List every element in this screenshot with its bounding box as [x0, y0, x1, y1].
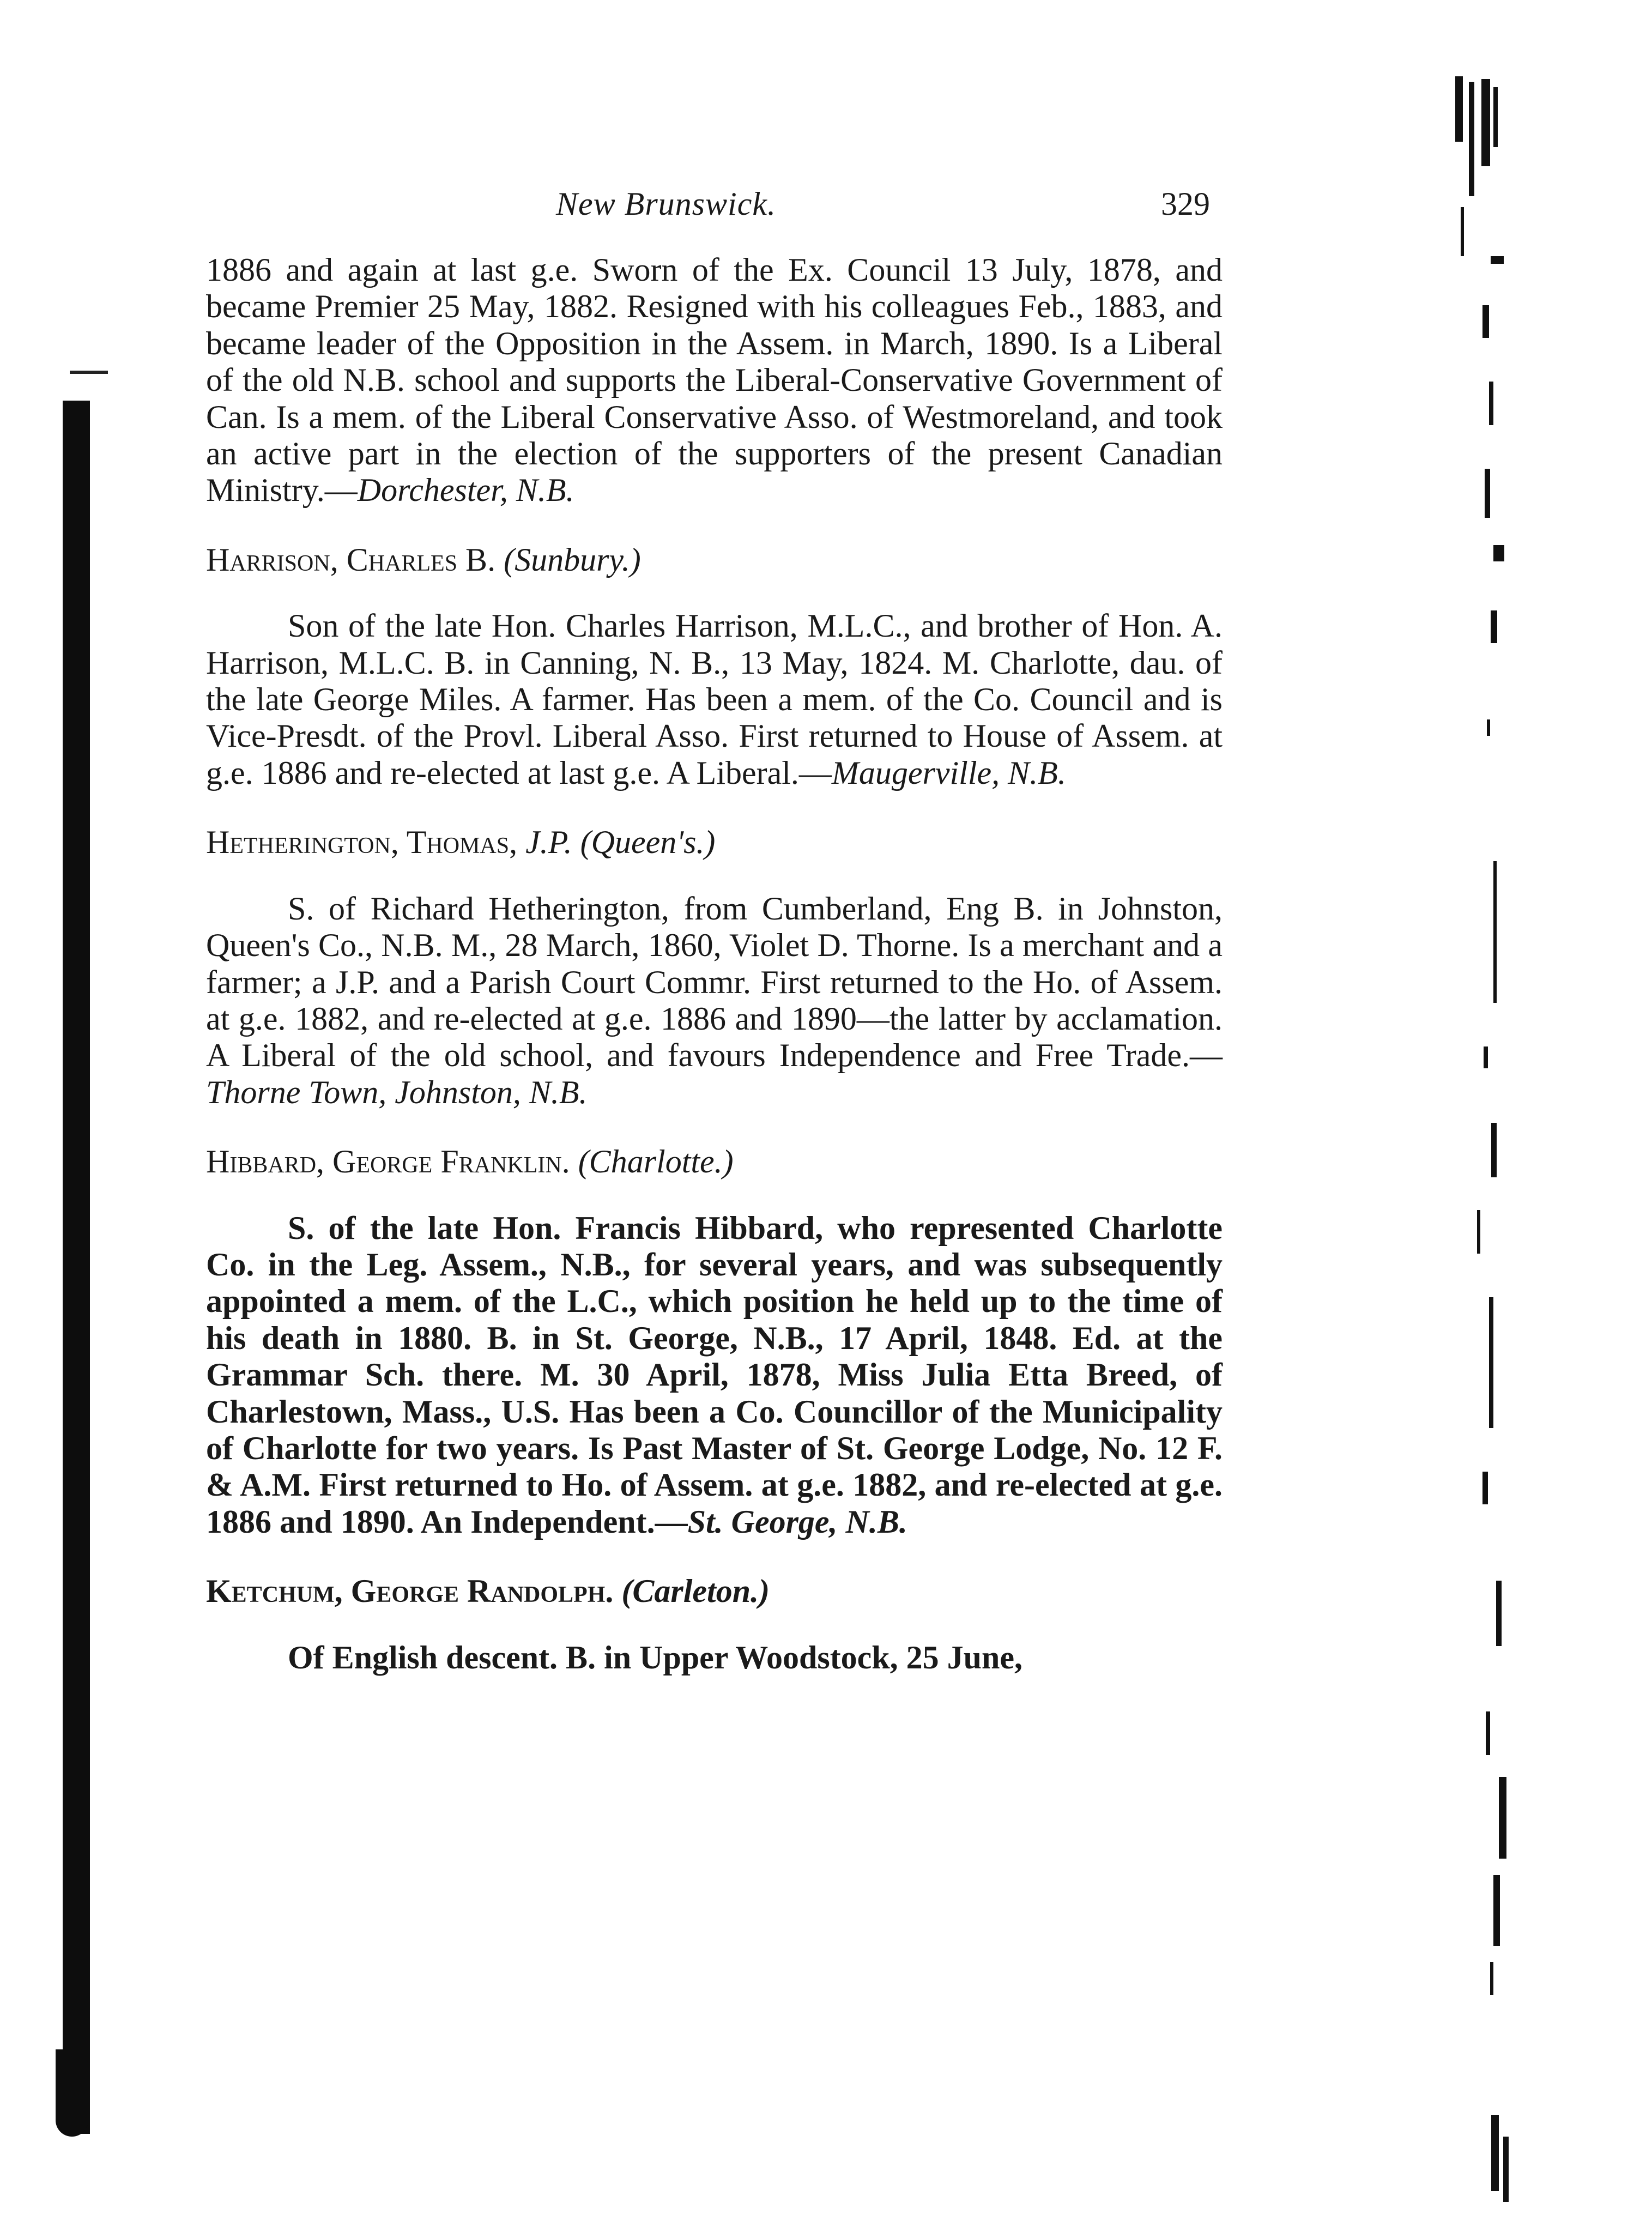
page-number: 329 — [1161, 186, 1210, 222]
entry-text — [206, 891, 1223, 1111]
entry-text — [206, 1210, 1223, 1541]
scan-binding-shadow-tip — [56, 2049, 88, 2137]
entry-text — [206, 1640, 1223, 1676]
running-head: New Brunswick. — [556, 186, 776, 222]
scan-mark — [70, 371, 108, 374]
entry-body: S. of Richard Hetherington, from Cumberland, Eng B. in Johnston, Queen's Co., N.B. M., 28 March, 1860, Violet D. Thorne. Is a merchant and a farmer; a J.P. and a Parish Court Commr. First returned to the Ho. of Assem. at g.e. 1882, and re-elected at g.e. 1886 and 1890—the latter by acclamation. A Liberal of the old school, and favours Independence and Free Trade.— — [206, 890, 1223, 1074]
entry-text — [206, 608, 1223, 791]
entry-body: Of English descent. B. in Upper Woodstock, 25 June, — [288, 1639, 1023, 1675]
entry-heading — [206, 824, 1223, 861]
entry-address: St. George, N.B. — [687, 1503, 907, 1540]
entry-heading — [206, 1573, 1223, 1610]
entry-body: S. of the late Hon. Francis Hibbard, who represented Charlotte Co. in the Leg. Assem., N.B., for several years, and was subsequently appointed a mem. of the L.C., which position he held up to the time of his death in 1880. B. in St. George, N.B., 17 April, 1848. Ed. at the Grammar Sch. there. M. 30 April, 1878, Miss Julia Etta Breed, of Charlestown, Mass., U.S. Has been a Co. Councillor of the Municipality of Charlotte for two years. Is Past Master of St. George Lodge, No. 12 F. & A.M. First returned to Ho. of Assem. at g.e. 1882, and re-elected at g.e. 1886 and 1890. An Independent.— — [206, 1209, 1223, 1540]
entry-continuation — [206, 252, 1223, 509]
constituency: (Sunbury.) — [504, 541, 641, 578]
member-title: J.P. — [525, 824, 572, 861]
member-name: Hetherington, Thomas, — [206, 824, 518, 861]
constituency: (Queen's.) — [580, 824, 716, 861]
constituency: (Carleton.) — [621, 1573, 770, 1610]
entry-address: Dorchester, N.B. — [357, 472, 574, 509]
member-name: Harrison, Charles B. — [206, 541, 496, 578]
entry-heading — [206, 542, 1223, 578]
text-block — [206, 252, 1223, 1676]
member-name: Hibbard, George Franklin. — [206, 1144, 570, 1180]
scan-binding-shadow — [63, 401, 90, 2134]
entry-body: 1886 and again at last g.e. Sworn of the Ex. Council 13 July, 1878, and became Premier 25 May, 1882. Resigned with his colleagues Feb., 1883, and became leader of the Opposition in the Assem. in March, 1890. Is a Liberal of the old N.B. school and supports the Liberal-Conservative Government of Can. Is a mem. of the Liberal Conservative Asso. of Westmoreland, and took an active part in the election of the supporters of the present Canadian Ministry.— — [206, 252, 1223, 509]
entry-heading — [206, 1144, 1223, 1180]
entry-address: Maugerville, N.B. — [831, 754, 1066, 791]
entry-address: Thorne Town, Johnston, N.B. — [206, 1074, 588, 1110]
entry-body: Son of the late Hon. Charles Harrison, M.L.C., and brother of Hon. A. Harrison, M.L.C. B. in Canning, N. B., 13 May, 1824. M. Charlotte, dau. of the late George Miles. A farmer. Has been a mem. of the Co. Council and is Vice-Presdt. of the Provl. Liberal Asso. First returned to House of Assem. at g.e. 1886 and re-elected at last g.e. A Liberal.— — [206, 608, 1223, 791]
member-name: Ketchum, George Randolph. — [206, 1573, 614, 1610]
constituency: (Charlotte.) — [578, 1144, 734, 1180]
scan-edge-artifacts — [1439, 76, 1510, 2213]
